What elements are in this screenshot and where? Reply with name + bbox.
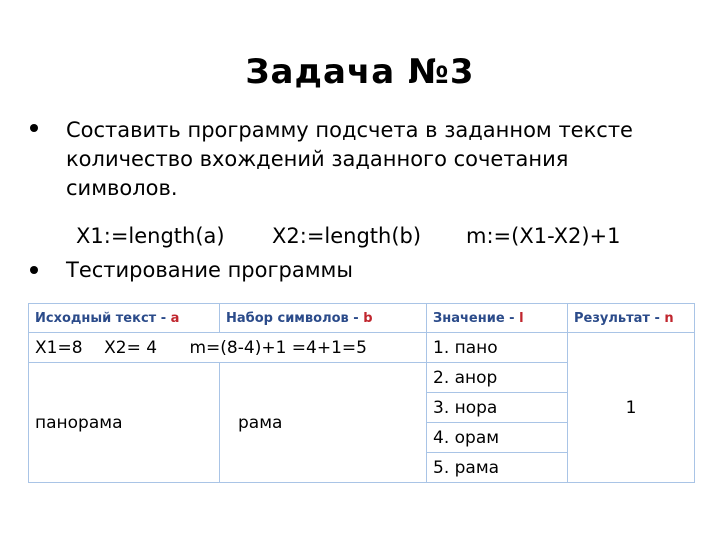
value-cell: 4. орам <box>427 423 568 453</box>
value-cell: 1. пано <box>427 333 568 363</box>
bullet-text-2: Тестирование программы <box>66 258 353 282</box>
bullet-dot-icon <box>30 124 38 132</box>
formula-x1: X1:=length(a) <box>76 224 225 248</box>
header-value: Значение - l <box>427 304 568 333</box>
bullet-text-1: Составить программу подсчета в заданном тексте количество вхождений заданного сочетания символов. <box>66 118 633 200</box>
formula-m: m:=(X1-X2)+1 <box>466 224 621 248</box>
table-header-row <box>29 304 695 333</box>
result-cell: 1 <box>568 333 695 483</box>
bullet-dot-icon <box>30 266 38 274</box>
table-row <box>29 333 695 363</box>
calc-cell: X1=8 X2= 4 m=(8-4)+1 =4+1=5 <box>29 333 427 363</box>
symbols-cell: рама <box>220 363 427 483</box>
test-table <box>28 303 695 483</box>
header-source-text: Исходный текст - a <box>29 304 220 333</box>
value-cell: 2. анор <box>427 363 568 393</box>
source-text-cell: панорама <box>29 363 220 483</box>
value-cell: 3. нора <box>427 393 568 423</box>
slide-title: Задача №3 <box>245 52 475 92</box>
value-cell: 5. рама <box>427 453 568 483</box>
formula-x2: X2:=length(b) <box>272 224 422 248</box>
header-result: Результат - n <box>568 304 695 333</box>
header-symbols: Набор символов - b <box>220 304 427 333</box>
